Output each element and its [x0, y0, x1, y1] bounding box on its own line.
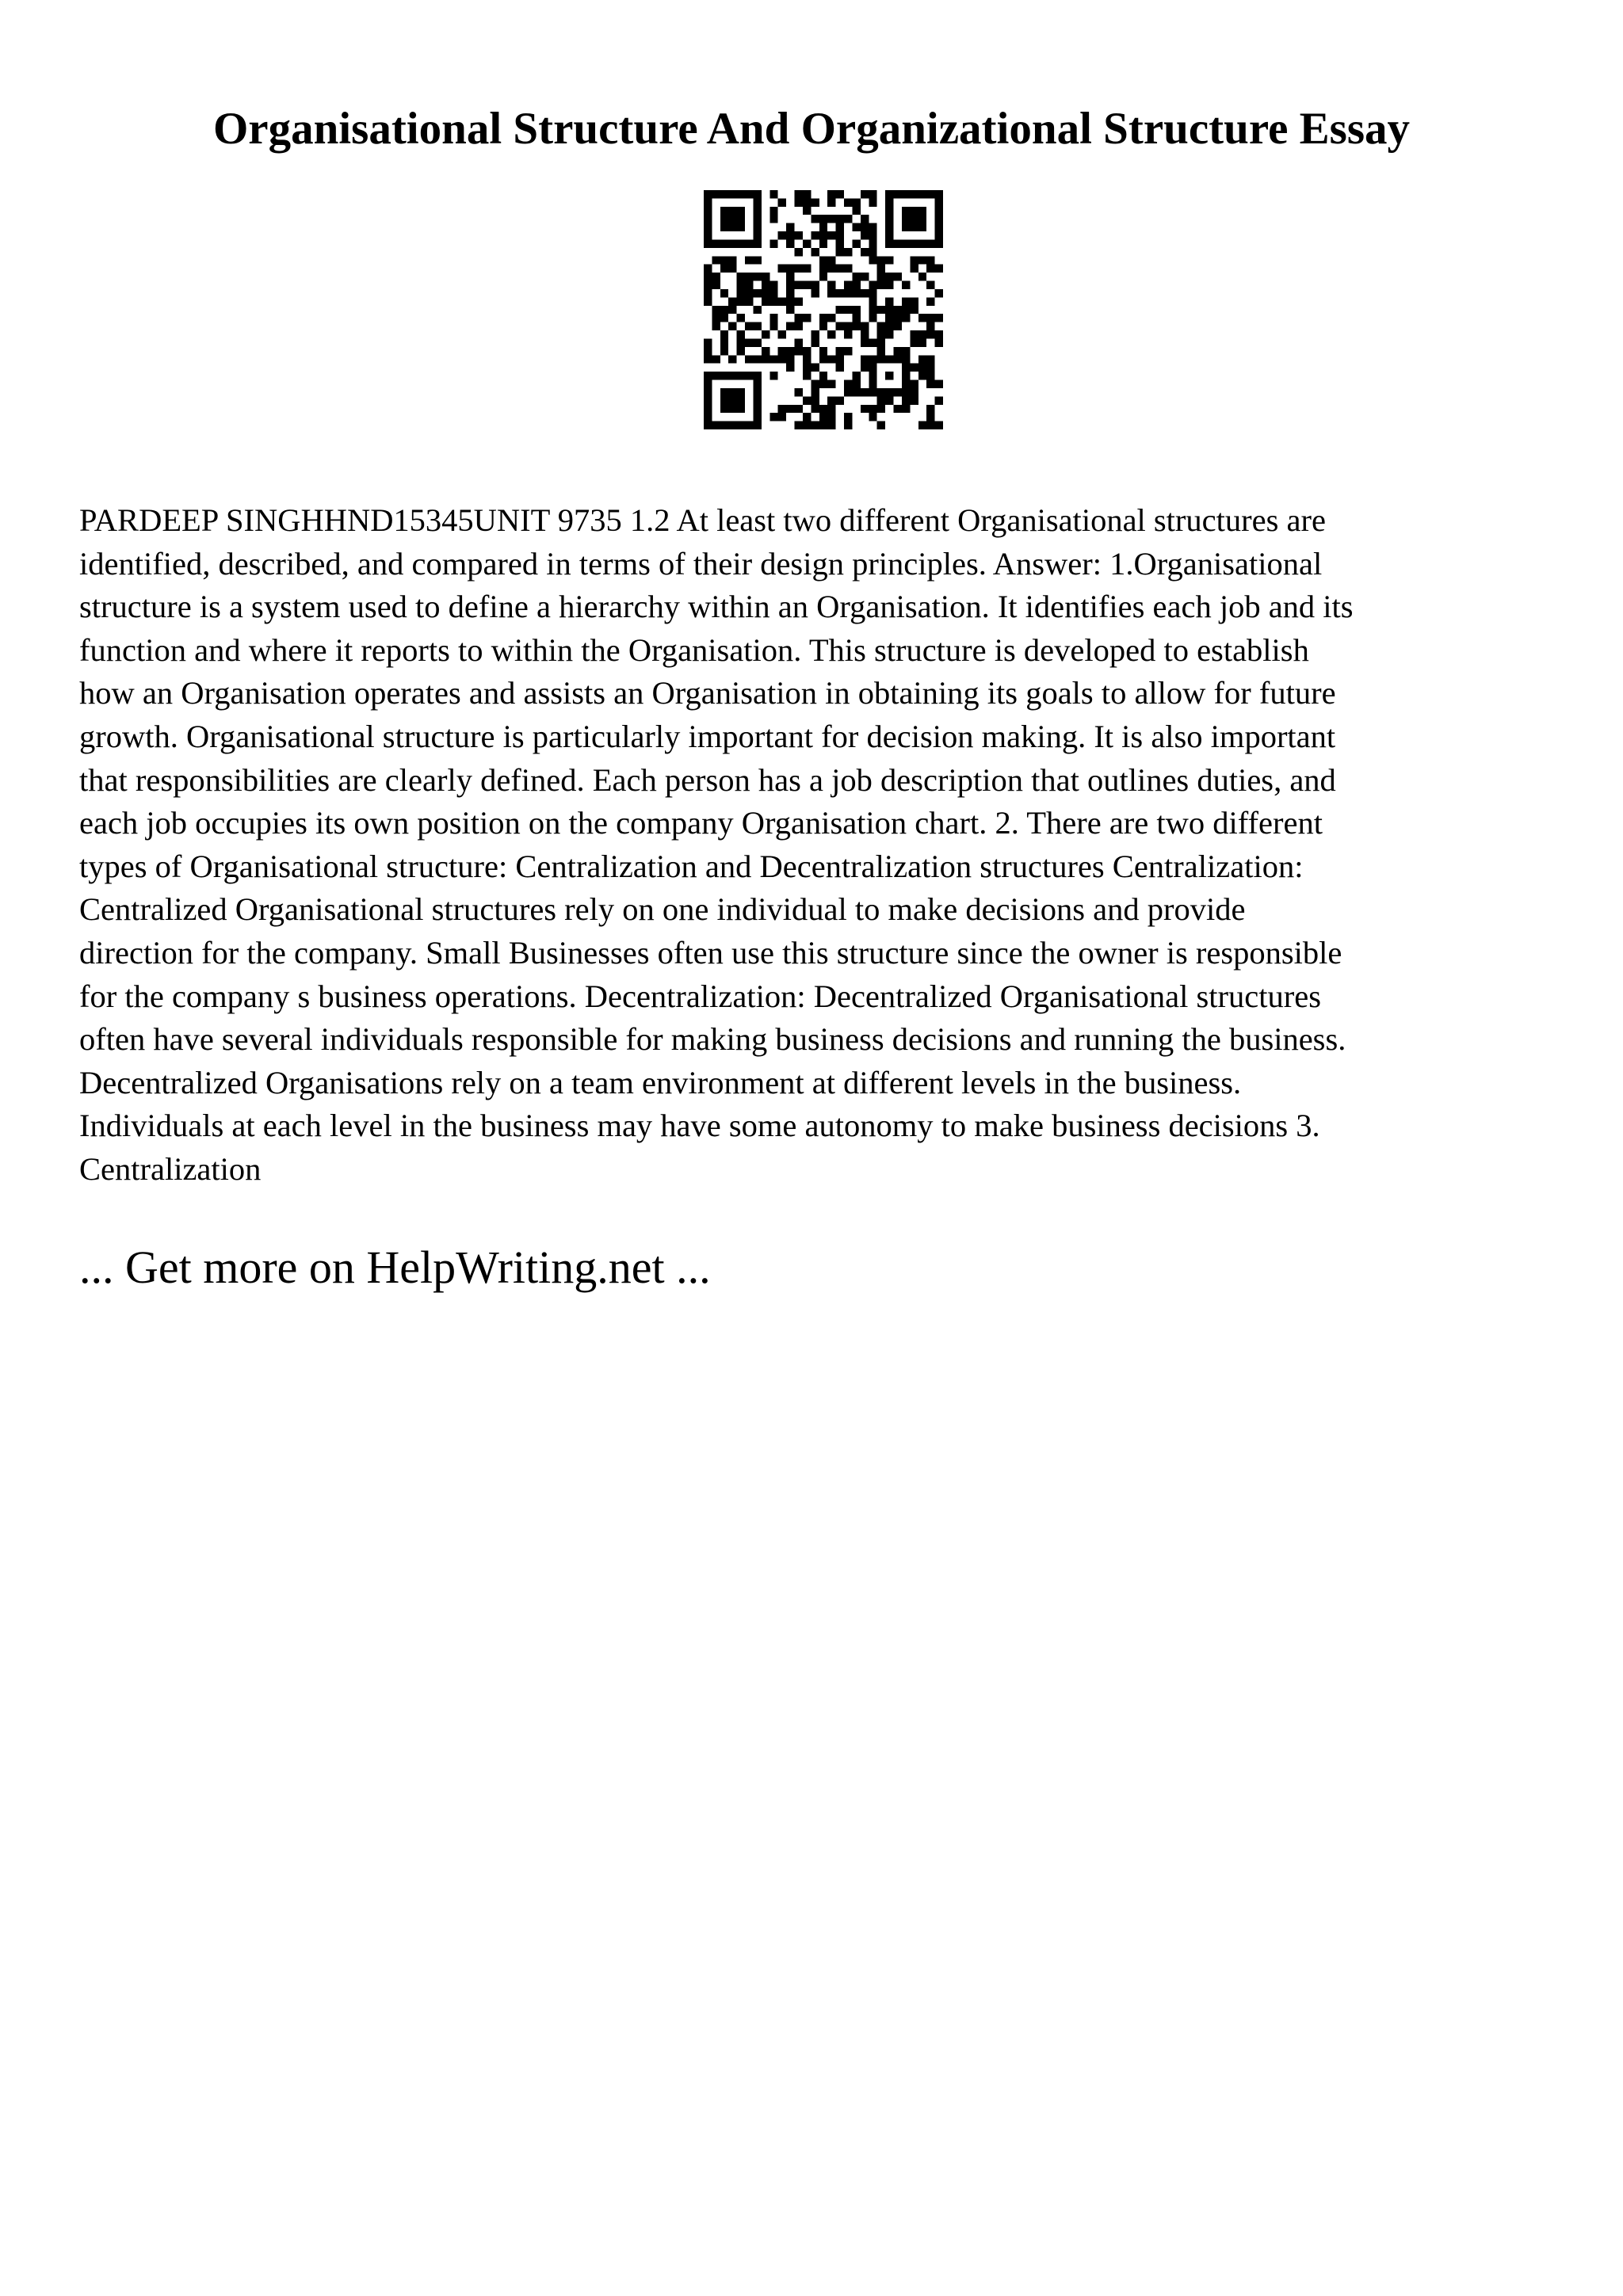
- essay-line: growth. Organisational structure is particularly important for decision making. It is also important: [79, 718, 1336, 754]
- essay-excerpt: [79, 499, 1553, 1192]
- essay-line: types of Organisational structure: Centralization and Decentralization structures Centralization:: [79, 848, 1304, 884]
- essay-line: each job occupies its own position on the company Organisation chart. 2. There are two different: [79, 805, 1323, 841]
- get-more-link[interactable]: ... Get more on HelpWriting.net ...: [79, 1241, 711, 1293]
- essay-line: how an Organisation operates and assists an Organisation in obtaining its goals to allow for future: [79, 675, 1336, 711]
- essay-line: Decentralized Organisations rely on a team environment at different levels in the business.: [79, 1064, 1242, 1100]
- essay-line: that responsibilities are clearly defined. Each person has a job description that outlines duties, and: [79, 761, 1336, 798]
- essay-line: Centralization: [79, 1150, 262, 1187]
- essay-line: for the company s business operations. Decentralization: Decentralized Organisational structures: [79, 978, 1321, 1014]
- essay-line: often have several individuals responsible for making business decisions and running the business.: [79, 1021, 1346, 1058]
- qr-code-icon: [704, 190, 943, 429]
- essay-line: identified, described, and compared in terms of their design principles. Answer: 1.Organisational: [79, 545, 1323, 582]
- essay-line: direction for the company. Small Businesses often use this structure since the owner is responsible: [79, 934, 1342, 971]
- document-title: Organisational Structure And Organizational Structure Essay: [212, 104, 1411, 154]
- essay-line: PARDEEP SINGHHND15345UNIT 9735 1.2 At least two different Organisational structures are: [79, 502, 1326, 538]
- essay-line: Individuals at each level in the business may have some autonomy to make business decisions 3.: [79, 1108, 1320, 1144]
- essay-line: structure is a system used to define a hierarchy within an Organisation. It identifies each job and its: [79, 589, 1354, 625]
- essay-line: function and where it reports to within the Organisation. This structure is developed to establish: [79, 631, 1309, 668]
- essay-line: Centralized Organisational structures rely on one individual to make decisions and provide: [79, 891, 1246, 928]
